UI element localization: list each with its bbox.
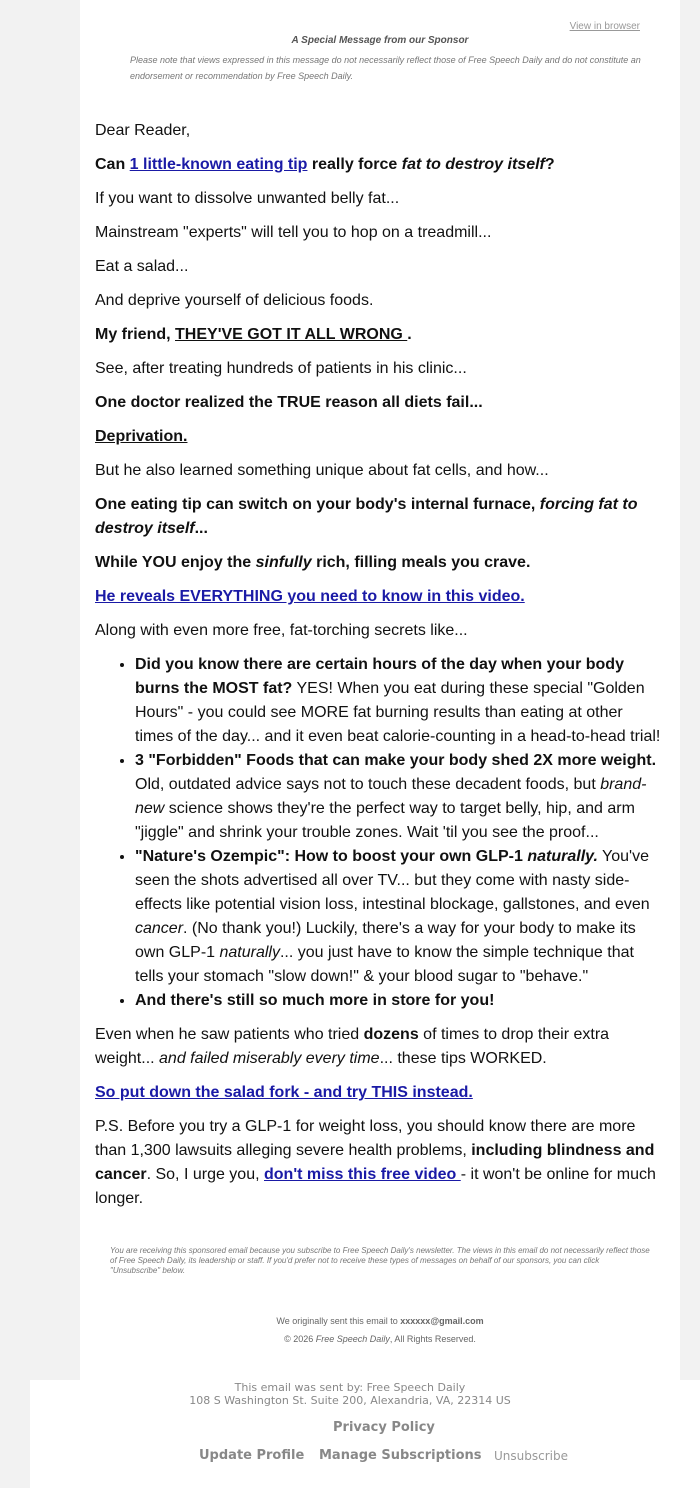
paragraph: Even when he saw patients who tried dozens of times to drop their extra weight... and failed miserably every time... these tips WORKED. [95, 1026, 610, 1067]
paragraph: And deprive yourself of delicious foods. [95, 292, 374, 309]
email-sheet [80, 0, 680, 1380]
eating-tip-link[interactable]: 1 little-known eating tip [129, 156, 308, 173]
paragraph: Mainstream "experts" will tell you to hop on a treadmill... [95, 224, 492, 241]
headline-question: Can 1 little-known eating tip really force fat to destroy itself? [95, 156, 555, 173]
free-video-link[interactable]: don't miss this free video [264, 1166, 461, 1183]
update-profile-link[interactable]: Update Profile [199, 1448, 305, 1463]
salad-link-paragraph [95, 1081, 665, 1105]
paragraph-bold: One doctor realized the TRUE reason all diets fail... [95, 394, 483, 411]
view-in-browser-link[interactable]: View in browser [569, 21, 640, 32]
paragraph-bold: While YOU enjoy the sinfully rich, filling meals you crave. [95, 554, 531, 571]
list-item: • And there's still so much more in store for you! [135, 989, 665, 1013]
paragraph: See, after treating hundreds of patients in his clinic... [95, 360, 467, 377]
paragraph: Eat a salad... [95, 258, 189, 275]
list-item: • "Nature's Ozempic": How to boost your own GLP-1 naturally. You've seen the shots advertised all over TV... but they come with nasty side-effects like potential vision loss, intestinal blockage, gallstones, and even cancer. (No thank you!) Luckily, there's a way for your body to make its own GLP-1 naturally... you just have to know the simple technique that tells your stomach "slow down!" & your blood sugar to "behave." [135, 845, 665, 989]
sponsor-title: A Special Message from our Sponsor [291, 35, 469, 46]
sender-address: 108 S Washington St. Suite 200, Alexandria, VA, 22314 US [189, 1394, 511, 1407]
email-footer [30, 1380, 700, 1488]
copyright-line: © 2026 Free Speech Daily, All Rights Reserved. [284, 1334, 476, 1344]
list-item: • Did you know there are certain hours of the day when your body burns the MOST fat? YES! When you eat during these special "Golden Hours" - you could see MORE fat burning results than eating at other times of the day... and it even beat calorie-counting in a head-to-head trial! [135, 653, 665, 749]
paragraph-bold: One eating tip can switch on your body's internal furnace, forcing fat to destroy itself... [95, 496, 638, 537]
paragraph: If you want to dissolve unwanted belly fat... [95, 190, 400, 207]
sponsored-disclaimer: You are receiving this sponsored email because you subscribe to Free Speech Daily's newsletter. The views in this email do not necessarily reflect those of Free Speech Daily, its leadership or staff. If you'd prefer not to receive these types of messages on behalf of our sponsors, you can click "Unsubscribe" below. [110, 1246, 650, 1275]
salad-fork-link[interactable]: So put down the salad fork - and try THIS instead. [95, 1084, 473, 1101]
paragraph: Along with even more free, fat-torching secrets like... [95, 622, 468, 639]
unsubscribe-link[interactable]: Unsubscribe [494, 1449, 568, 1463]
list-item: • 3 "Forbidden" Foods that can make your body shed 2X more weight. Old, outdated advice says not to touch these decadent foods, but brand-new science shows they're the perfect way to target belly, hip, and arm "jiggle" and shrink your trouble zones. Wait 'til you see the proof... [135, 749, 665, 845]
privacy-policy-link[interactable]: Privacy Policy [333, 1420, 435, 1435]
sent-to-line: We originally sent this email to xxxxxx@gmail.com [276, 1316, 484, 1326]
ps-paragraph: P.S. Before you try a GLP-1 for weight loss, you should know there are more than 1,300 lawsuits alleging severe health problems, including blindness and cancer. So, I urge you, don't miss this free video - it won't be online for much longer. [95, 1118, 656, 1207]
recipient-email: xxxxxx@gmail.com [400, 1316, 484, 1326]
manage-subscriptions-link[interactable]: Manage Subscriptions [319, 1448, 482, 1463]
paragraph-bold: Deprivation. [95, 428, 188, 445]
sent-by-text: This email was sent by: Free Speech Daily [234, 1381, 466, 1394]
paragraph: But he also learned something unique about fat cells, and how... [95, 462, 549, 479]
video-link-paragraph [95, 585, 665, 609]
video-link[interactable]: He reveals EVERYTHING you need to know in this video. [95, 588, 525, 605]
secrets-list [95, 653, 665, 1013]
sponsor-note: Please note that views expressed in this message do not necessarily reflect those of Free Speech Daily and do not constitute an endorsement or recommendation by Free Speech Daily. [130, 55, 641, 81]
greeting: Dear Reader, [95, 122, 191, 139]
paragraph-bold: My friend, THEY'VE GOT IT ALL WRONG . [95, 326, 412, 343]
email-body [95, 119, 665, 1221]
